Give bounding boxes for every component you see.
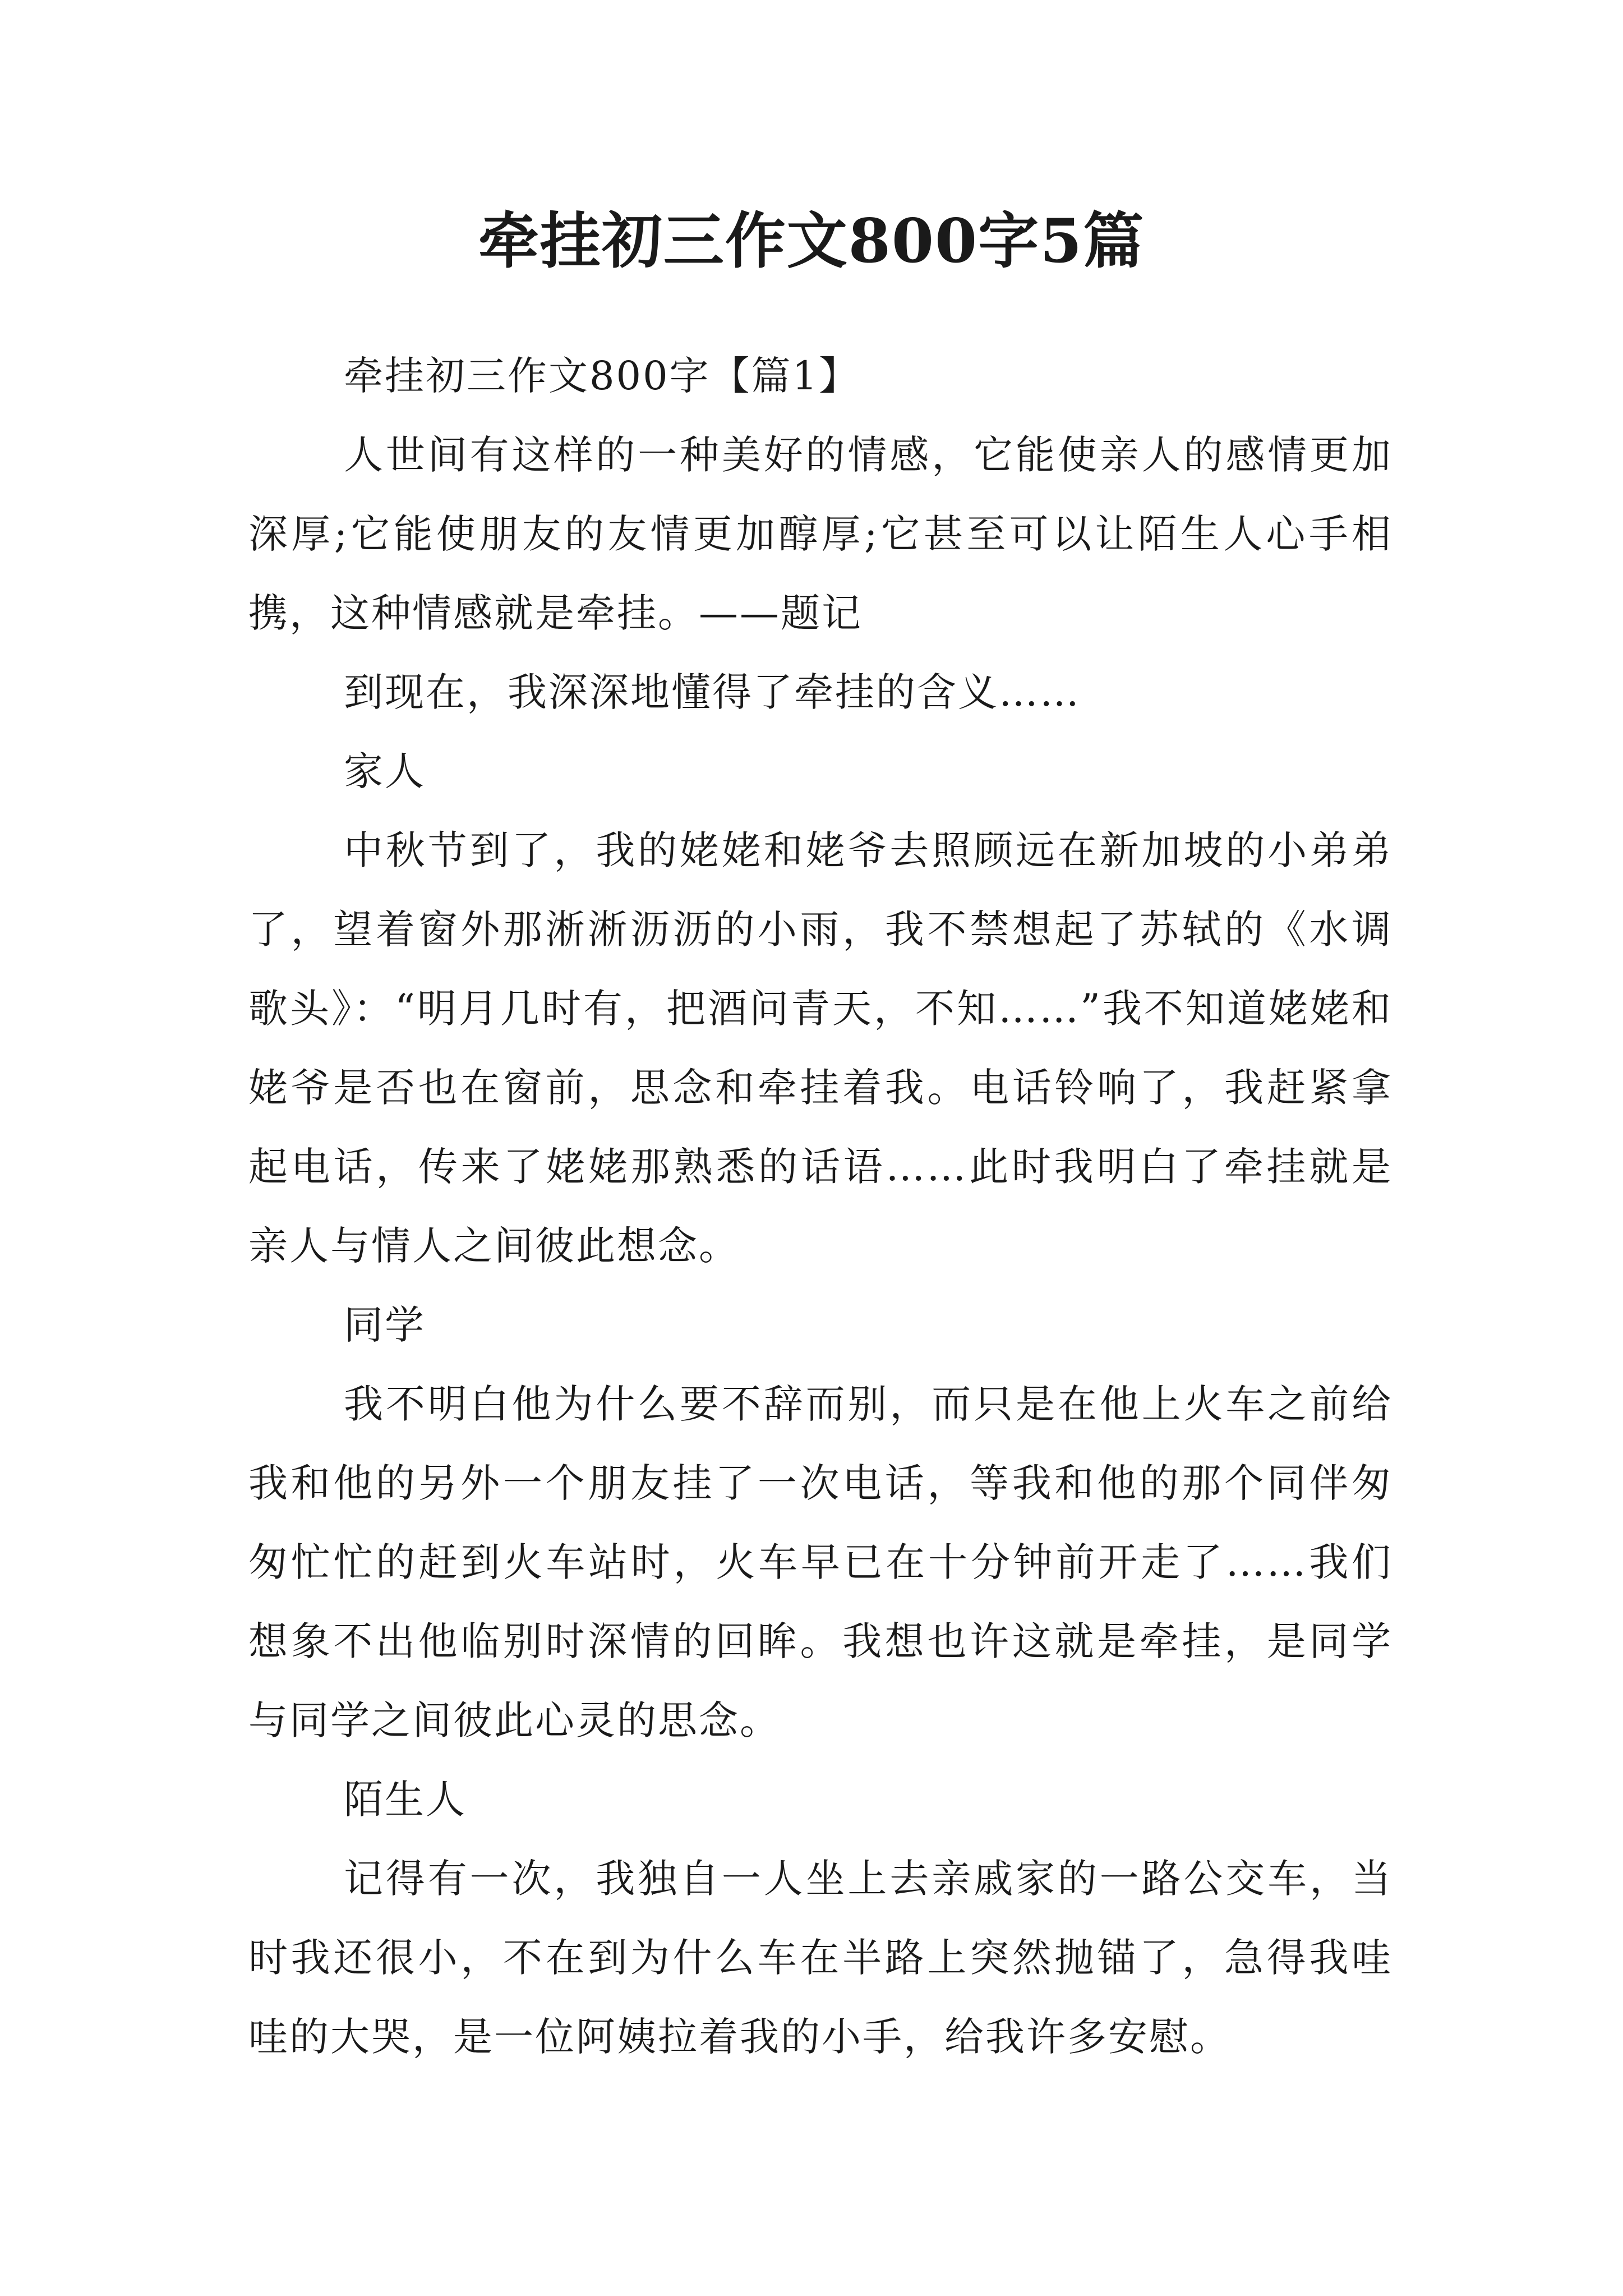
document-title: 牵挂初三作文800字5篇	[478, 206, 1145, 277]
paragraph: 中秋节到了，我的姥姥和姥爷去照顾远在新加坡的小弟弟了，望着窗外那淅淅沥沥的小雨，我不禁想起了苏轼的《水调歌头》：“明月几时有，把酒问青天，不知……”我不知道姥姥和姥爷是否也在窗前，思念和牵挂着我。电话铃响了，我赶紧拿起电话，传来了姥姥那熟悉的话语……此时我明白了牵挂就是亲人与情人之间彼此想念。	[248, 827, 1393, 1269]
paragraph: 到现在，我深深地懂得了牵挂的含义……	[344, 669, 1081, 715]
paragraph: 人世间有这样的一种美好的情感，它能使亲人的感情更加深厚;它能使朋友的友情更加醇厚;它甚至可以让陌生人心手相携，这种情感就是牵挂。——题记	[248, 432, 1393, 636]
paragraph: 我不明白他为什么要不辞而别，而只是在他上火车之前给我和他的另外一个朋友挂了一次电话，等我和他的那个同伴匆匆忙忙的赶到火车站时，火车早已在十分钟前开走了……我们想象不出他临别时深情的回眸。我想也许这就是牵挂，是同学与同学之间彼此心灵的思念。	[248, 1381, 1393, 1743]
subheading-classmate: 同学	[344, 1302, 426, 1348]
paragraph: 记得有一次，我独自一人坐上去亲戚家的一路公交车，当时我还很小，不在到为什么车在半路上突然抛锚了，急得我哇哇的大哭，是一位阿姨拉着我的小手，给我许多安慰。	[248, 1856, 1393, 2060]
section-heading: 牵挂初三作文800字【篇1】	[344, 353, 860, 399]
document-body	[248, 337, 1393, 2077]
subheading-stranger: 陌生人	[344, 1777, 467, 1823]
subheading-family: 家人	[344, 748, 426, 794]
